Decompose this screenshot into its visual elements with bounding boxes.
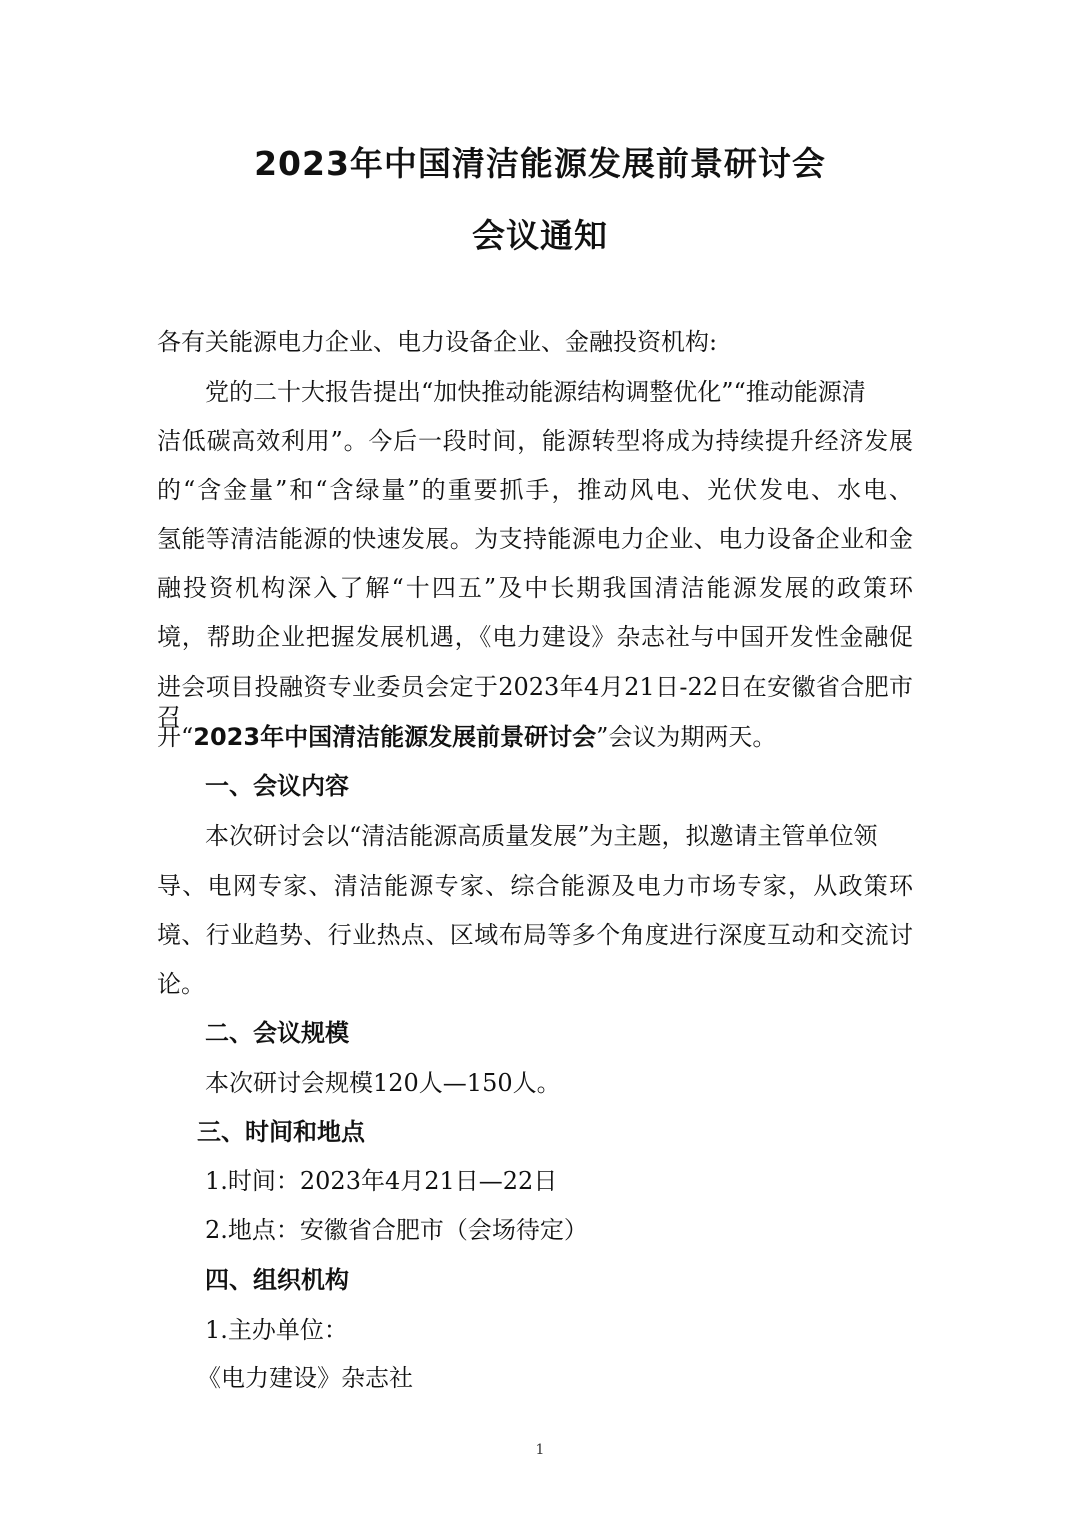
section-heading-time-place: 三、时间和地点 xyxy=(197,1118,365,1146)
section2-line-1: 本次研讨会规模120人—150人。 xyxy=(205,1069,561,1097)
section1-line-1: 本次研讨会以“清洁能源高质量发展”为主题，拟邀请主管单位领 xyxy=(205,822,878,850)
document-title: 2023年中国清洁能源发展前景研讨会 xyxy=(254,144,826,183)
document-subtitle: 会议通知 xyxy=(472,216,608,255)
page-number: 1 xyxy=(535,1442,545,1458)
intro-line-1: 党的二十大报告提出“加快推动能源结构调整优化”“推动能源清 xyxy=(205,378,866,406)
section1-line-4: 论。 xyxy=(157,970,205,998)
intro-line-5: 融投资机构深入了解“十四五”及中长期我国清洁能源发展的政策环 xyxy=(157,574,913,602)
intro-line-7: 进会项目投融资专业委员会定于2023年4月21日-22日在安徽省合肥市召 xyxy=(157,673,913,731)
section3-place: 2.地点：安徽省合肥市（会场待定） xyxy=(205,1216,588,1244)
section-heading-organization: 四、组织机构 xyxy=(205,1266,349,1294)
section1-line-3: 境、行业趋势、行业热点、区域布局等多个角度进行深度互动和交流讨 xyxy=(157,921,913,949)
section-heading-scale: 二、会议规模 xyxy=(205,1019,349,1047)
section3-time: 1.时间：2023年4月21日—22日 xyxy=(205,1167,558,1195)
section-heading-content: 一、会议内容 xyxy=(205,772,349,800)
intro-line-6: 境，帮助企业把握发展机遇，《电力建设》杂志社与中国开发性金融促 xyxy=(157,623,913,651)
intro-line-8-prefix: 开“ xyxy=(157,723,194,751)
intro-line-2: 洁低碳高效利用”。今后一段时间，能源转型将成为持续提升经济发展 xyxy=(157,427,913,455)
intro-line-3: 的“含金量”和“含绿量”的重要抓手，推动风电、光伏发电、水电、 xyxy=(157,476,913,504)
section4-host-label: 1.主办单位： xyxy=(205,1316,348,1344)
section4-host-name: 《电力建设》杂志社 xyxy=(197,1364,413,1392)
intro-line-8 xyxy=(157,722,776,752)
section1-line-2: 导、电网专家、清洁能源专家、综合能源及电力市场专家，从政策环 xyxy=(157,872,913,900)
salutation: 各有关能源电力企业、电力设备企业、金融投资机构: xyxy=(157,328,718,356)
intro-line-4: 氢能等清洁能源的快速发展。为支持能源电力企业、电力设备企业和金 xyxy=(157,525,913,553)
intro-conference-name: 2023年中国清洁能源发展前景研讨会 xyxy=(193,723,597,751)
intro-line-8-suffix: ”会议为期两天。 xyxy=(596,723,777,751)
